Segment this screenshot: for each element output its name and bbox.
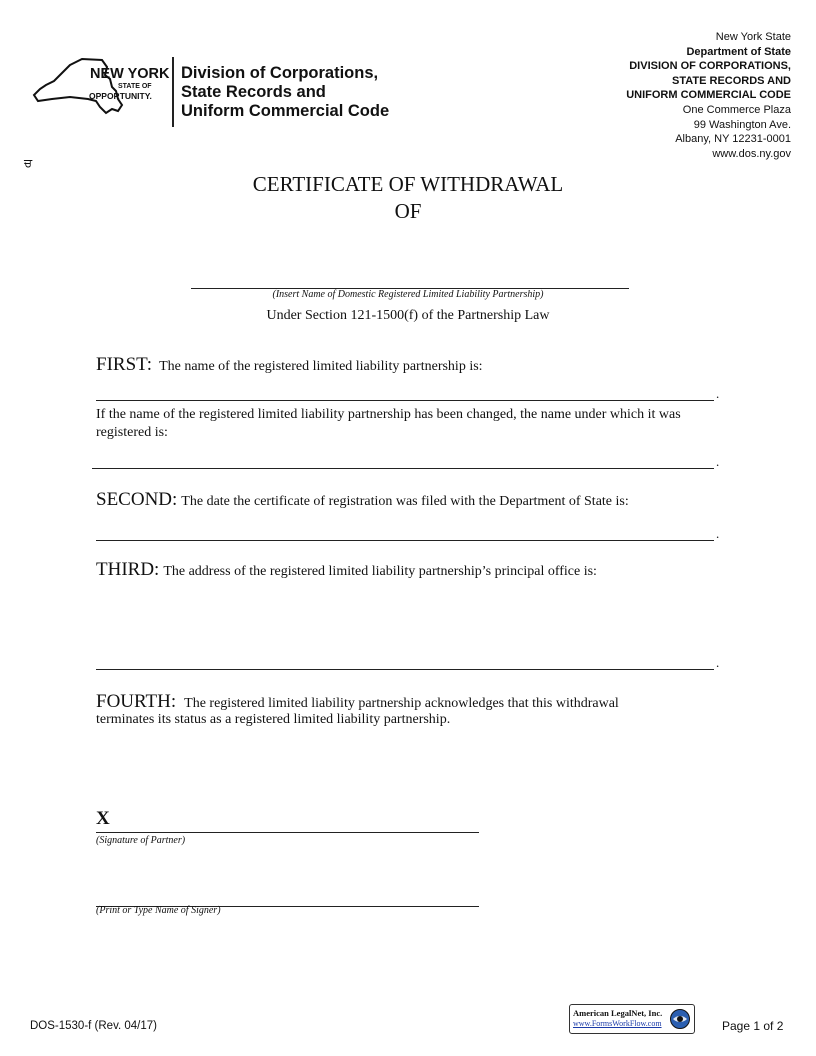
address-line: UNIFORM COMMERCIAL CODE <box>626 89 791 102</box>
agency-address <box>626 30 791 161</box>
signature-line[interactable] <box>96 832 479 833</box>
title-line: OF <box>394 199 422 223</box>
opportunity-label: OPPORTUNITY. <box>89 91 152 101</box>
partnership-name-caption: (Insert Name of Domestic Registered Limited Liability Partnership) <box>272 289 544 300</box>
fourth-heading: FOURTH: <box>96 691 177 712</box>
fourth-text-line2: terminates its status as a registered limited liability partnership. <box>96 712 451 727</box>
page-number: Page 1 of 2 <box>722 1019 784 1033</box>
state-of-label: STATE OF <box>118 83 152 90</box>
signature-x-mark: X <box>96 808 110 829</box>
division-line: Uniform Commercial Code <box>181 102 390 120</box>
fourth-paragraph <box>96 691 736 728</box>
globe-icon <box>669 1008 691 1030</box>
filing-date-answer-line[interactable] <box>96 540 714 541</box>
nys-logo <box>30 55 410 130</box>
badge-url-link[interactable]: www.FormsWorkFlow.com <box>573 1019 662 1028</box>
period: . <box>716 386 720 401</box>
second-paragraph <box>96 489 629 511</box>
badge-company-name: American LegalNet, Inc. <box>573 1008 663 1018</box>
signature-caption: (Signature of Partner) <box>96 835 186 846</box>
changed-name-text: If the name of the registered limited liability partnership has been changed, the name under which it was registered is: <box>96 407 681 440</box>
address-line: Albany, NY 12231-0001 <box>675 133 791 146</box>
address-line: One Commerce Plaza <box>682 103 791 116</box>
american-legalnet-badge[interactable] <box>569 1004 695 1034</box>
address-line: STATE RECORDS AND <box>672 74 791 87</box>
first-heading: FIRST: <box>96 354 153 375</box>
first-text: The name of the registered limited liability partnership is: <box>159 359 483 374</box>
registered-name-answer-line[interactable] <box>92 468 714 469</box>
statute-reference: Under Section 121-1500(f) of the Partnership Law <box>266 308 550 323</box>
period: . <box>716 454 720 469</box>
period: . <box>716 526 720 541</box>
address-line: Department of State <box>686 45 791 58</box>
logo-divider <box>172 57 174 127</box>
address-line: New York State <box>715 31 791 43</box>
fourth-text-line1: The registered limited liability partnership acknowledges that this withdrawal <box>184 696 619 711</box>
division-name <box>181 64 389 121</box>
document-title <box>0 171 816 225</box>
address-line: DIVISION OF CORPORATIONS, <box>629 60 791 73</box>
signer-name-caption: (Print or Type Name of Signer) <box>96 905 221 916</box>
form-number: DOS-1530-f (Rev. 04/17) <box>30 1020 157 1032</box>
principal-office-answer-line[interactable] <box>96 669 714 670</box>
first-paragraph <box>96 354 483 376</box>
website-text: www.dos.ny.gov <box>712 147 791 160</box>
third-text: The address of the registered limited liability partnership’s principal office is: <box>163 564 597 579</box>
address-line: 99 Washington Ave. <box>693 118 791 131</box>
second-text: The date the certificate of registration was filed with the Department of State is: <box>181 494 629 509</box>
partnership-name-answer-line[interactable] <box>96 400 714 401</box>
period: . <box>716 655 720 670</box>
ny-wordmark: NEW YORK <box>90 66 170 82</box>
second-heading: SECOND: <box>96 489 178 510</box>
third-paragraph <box>96 559 597 581</box>
stray-glyph: ਚ <box>24 156 33 170</box>
title-line: CERTIFICATE OF WITHDRAWAL <box>252 172 564 196</box>
division-line: Division of Corporations, <box>181 64 379 82</box>
division-line: State Records and <box>181 83 326 101</box>
third-heading: THIRD: <box>96 559 160 580</box>
